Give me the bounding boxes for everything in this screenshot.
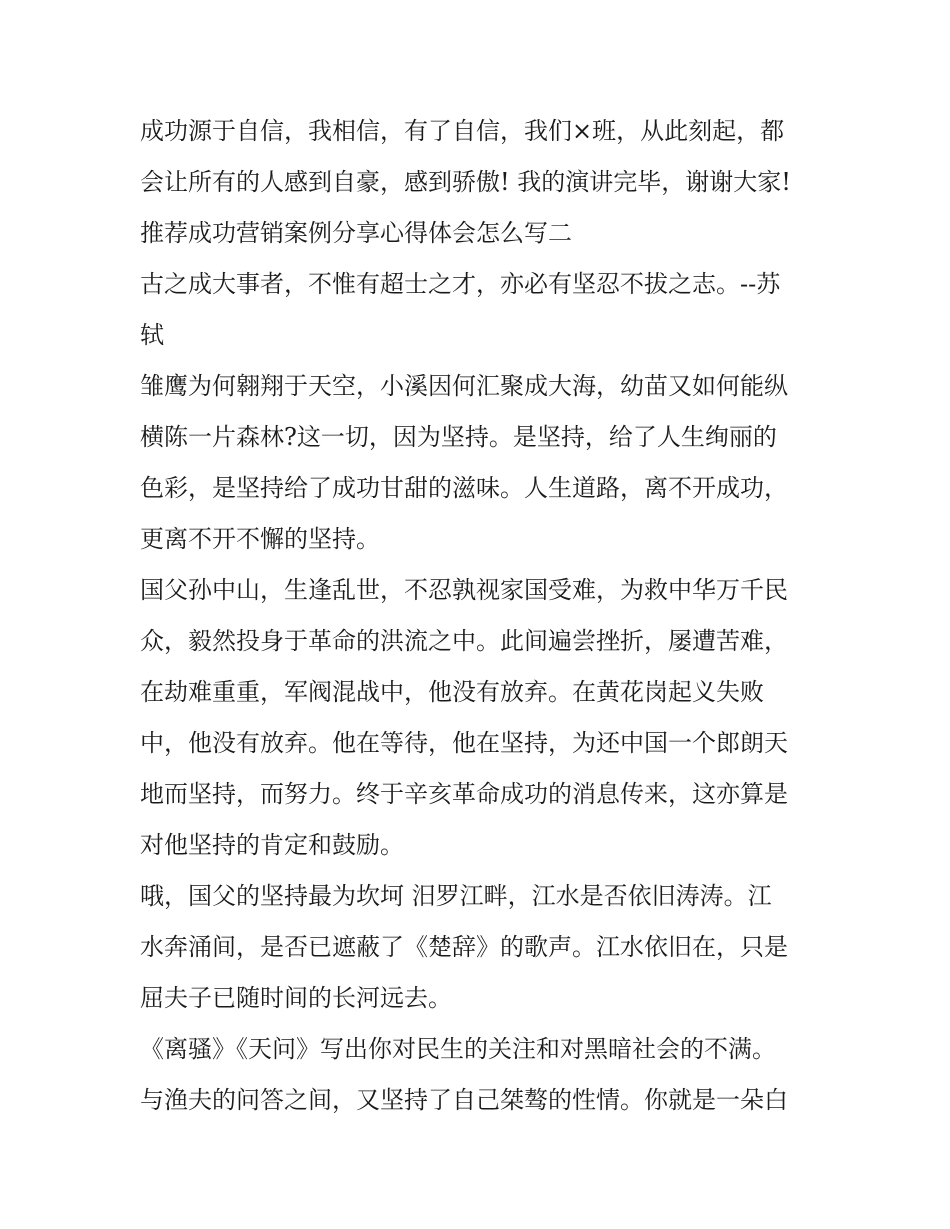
text-line: 地而坚持，而努力。终于辛亥革命成功的消息传来，这亦算是 <box>140 780 788 808</box>
text-line: 中，他没有放弃。他在等待，他在坚持，为还中国一个郎朗天 <box>140 729 788 757</box>
text-line: 横陈一片森林?这一切，因为坚持。是坚持，给了人生绚丽的 <box>140 423 777 451</box>
document-body <box>140 106 820 1126</box>
text-line: 屈夫子已随时间的长河远去。 <box>140 984 452 1012</box>
text-line: 水奔涌间，是否已遮蔽了《楚辞》的歌声。江水依旧在，只是 <box>140 933 788 961</box>
text-line: 对他坚持的肯定和鼓励。 <box>140 831 404 859</box>
text-line: 哦，国父的坚持最为坎坷 汨罗江畔，江水是否依旧涛涛。江 <box>140 882 772 910</box>
text-line: 《离骚》《天问》写出你对民生的关注和对黑暗社会的不满。 <box>140 1035 776 1063</box>
text-line: 雏鹰为何翱翔于天空，小溪因何汇聚成大海，幼苗又如何能纵 <box>140 372 788 400</box>
text-line: 成功源于自信，我相信，有了自信，我们×班，从此刻起，都 <box>140 117 785 145</box>
text-line: 在劫难重重，军阀混战中，他没有放弃。在黄花岗起义失败 <box>140 678 764 706</box>
text-line: 更离不开不懈的坚持。 <box>140 525 380 553</box>
text-line: 轼 <box>140 321 164 349</box>
text-line: 会让所有的人感到自豪，感到骄傲! 我的演讲完毕，谢谢大家! <box>140 168 791 196</box>
text-line: 与渔夫的问答之间，又坚持了自己桀骜的性情。你就是一朵白 <box>140 1086 788 1114</box>
text-line: 古之成大事者，不惟有超士之才，亦必有坚忍不拔之志。--苏 <box>140 270 781 298</box>
section-heading: 推荐成功营销案例分享心得体会怎么写二 <box>140 219 572 247</box>
text-line: 国父孙中山，生逢乱世，不忍孰视家国受难，为救中华万千民 <box>140 576 788 604</box>
text-line: 色彩，是坚持给了成功甘甜的滋味。人生道路，离不开成功， <box>140 474 788 502</box>
text-line: 众，毅然投身于革命的洪流之中。此间遍尝挫折，屡遭苦难， <box>140 627 788 655</box>
